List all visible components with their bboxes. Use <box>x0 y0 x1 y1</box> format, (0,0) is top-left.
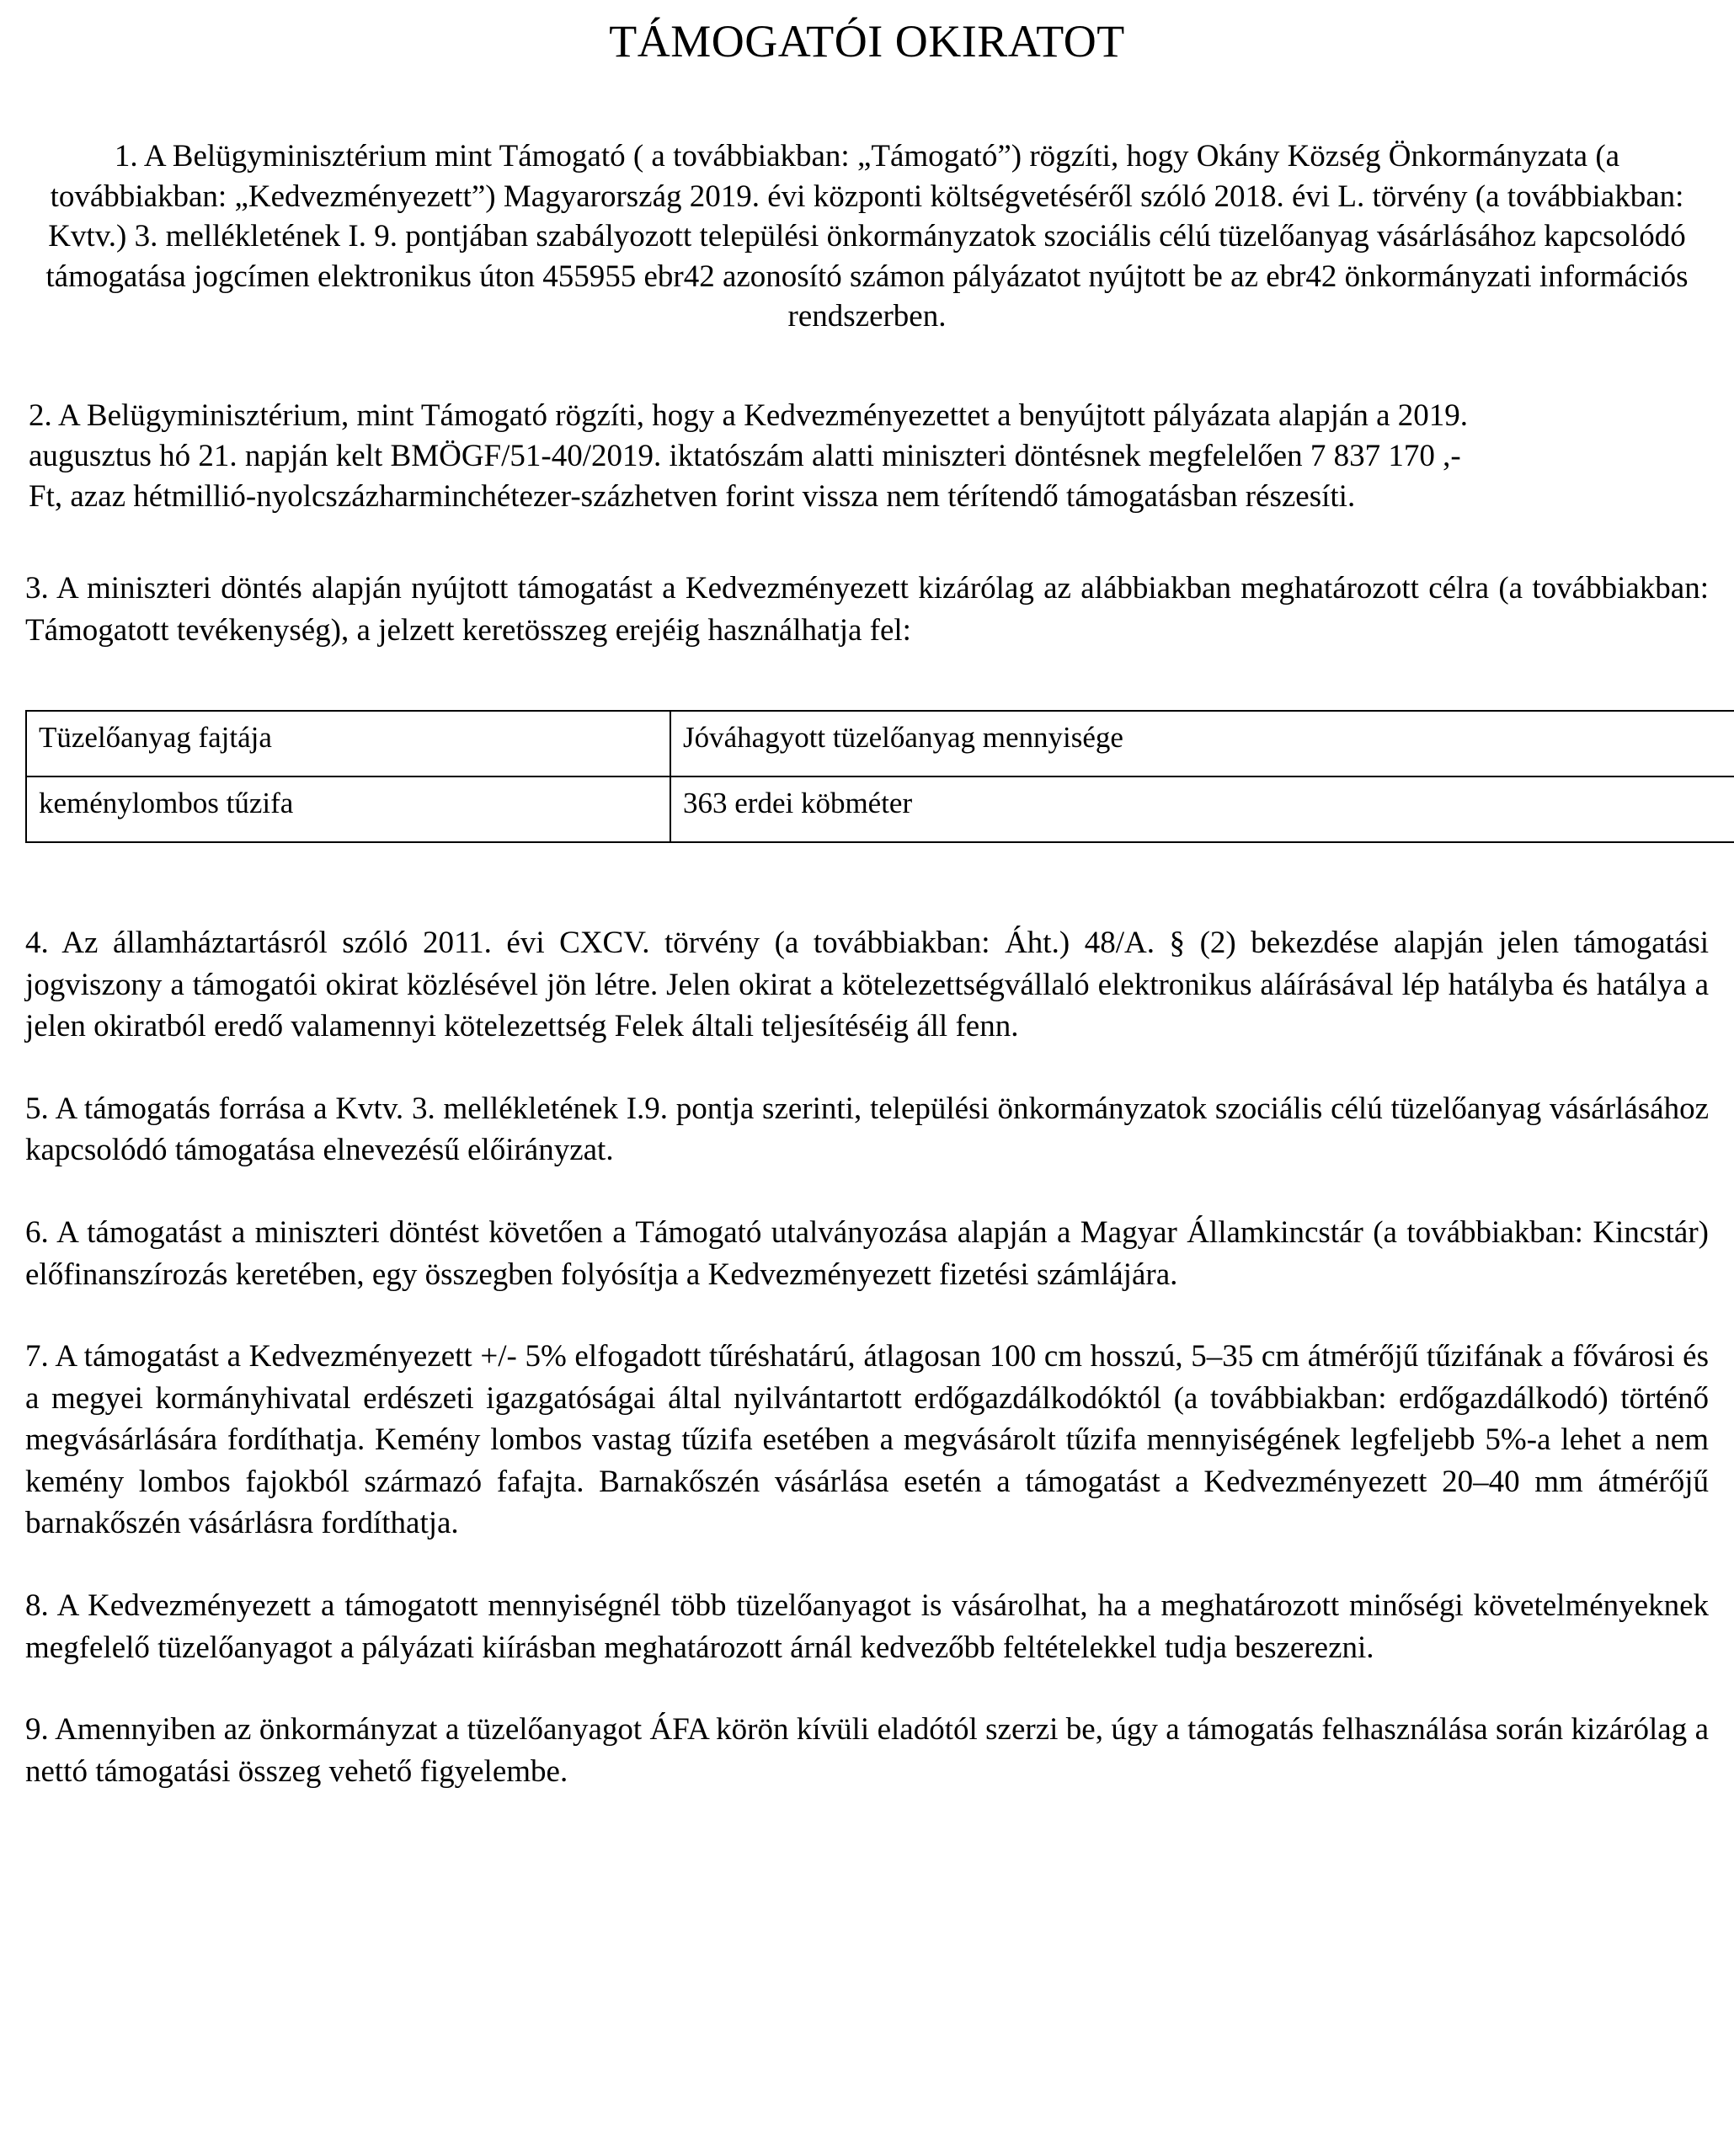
paragraph-2-line-2: augusztus hó 21. napján kelt BMÖGF/51-40/2019. iktatószám alatti miniszteri döntésnek megfelelően 7 837 170 ,- <box>29 438 1461 473</box>
paragraph-2 <box>25 396 1709 517</box>
table-header-fuel-type: Tüzelőanyag fajtája <box>26 711 670 776</box>
spacer-after-paragraph-5 <box>25 1171 1709 1212</box>
paragraph-1: 1. A Belügyminisztérium mint Támogató ( a továbbiakban: „Támogató”) rögzíti, hogy Okány Község Önkormányzata (a továbbiakban: „Kedvezményezett”) Magyarország 2019. évi központi költségvetéséről szóló 2018. évi L. törvény (a továbbiakban: Kvtv.) 3. mellékletének I. 9. pontjában szabályozott települési önkormányzatok szociális célú tüzelőanyag vásárlásához kapcsolódó támogatása jogcímen elektronikus úton 455955 ebr42 azonosító számon pályázatot nyújtott be az ebr42 önkormányzati információs rendszerben. <box>45 139 1689 334</box>
table-header-row <box>26 711 1734 776</box>
spacer-before-table <box>25 651 1709 710</box>
spacer-after-paragraph-6 <box>25 1295 1709 1336</box>
paragraph-2-line-1: 2. A Belügyminisztérium, mint Támogató rögzíti, hogy a Kedvezményezettet a benyújtott pályázata alapján a 2019. <box>29 398 1469 433</box>
spacer-after-table <box>25 843 1709 922</box>
spacer-after-paragraph-1 <box>25 337 1709 396</box>
paragraph-6: 6. A támogatást a miniszteri döntést követően a Támogató utalványozása alapján a Magyar Államkincstár (a továbbiakban: Kincstár) előfinanszírozás keretében, egy összegben folyósítja a Kedvezményezett fizetési számlájára. <box>25 1214 1709 1292</box>
table-cell-fuel-type: keménylombos tűzifa <box>26 776 670 842</box>
page-title: TÁMOGATÓI OKIRATOT <box>609 16 1125 67</box>
spacer-after-title <box>25 64 1709 136</box>
paragraph-2-line-3: Ft, azaz hétmillió-nyolcszázharminchétezer-százhetven forint vissza nem térítendő támogatásban részesíti. <box>29 478 1356 514</box>
spacer-after-paragraph-2 <box>25 517 1709 568</box>
spacer-after-paragraph-8 <box>25 1668 1709 1709</box>
paragraph-8: 8. A Kedvezményezett a támogatott mennyiségnél több tüzelőanyagot is vásárolhat, ha a meghatározott minőségi követelményeknek megfelelő tüzelőanyagot a pályázati kiírásban meghatározott árnál kedvezőbb feltételekkel tudja beszerezni. <box>25 1588 1709 1665</box>
paragraph-3: 3. A miniszteri döntés alapján nyújtott támogatást a Kedvezményezett kizárólag az alábbiakban meghatározott célra (a továbbiakban: Támogatott tevékenység), a jelzett keretösszeg erejéig használhatja fel: <box>25 570 1709 648</box>
paragraph-7: 7. A támogatást a Kedvezményezett +/- 5% elfogadott tűréshatárú, átlagosan 100 cm hosszú, 5–35 cm átmérőjű tűzifának a fővárosi és a megyei kormányhivatal erdészeti igazgatóságai által nyilvántartott erdőgazdálkodóktól (a továbbiakban: erdőgazdálkodó) történő megvásárlására fordíthatja. Kemény lombos vastag tűzifa esetében a megvásárolt tűzifa mennyiségének legfeljebb 5%-a lehet a nem kemény lombos fajokból származó fafajta. Barnakőszén vásárlása esetén a támogatást a Kedvezményezett 20–40 mm átmérőjű barnakőszén vásárlásra fordíthatja. <box>25 1339 1709 1541</box>
paragraph-5: 5. A támogatás forrása a Kvtv. 3. mellékletének I.9. pontja szerinti, települési önkormányzatok szociális célú tüzelőanyag vásárlásához kapcsolódó támogatása elnevezésű előirányzat. <box>25 1091 1709 1168</box>
fuel-allocation-table <box>25 710 1734 843</box>
table-row <box>26 776 1734 842</box>
spacer-after-paragraph-4 <box>25 1048 1709 1088</box>
table-header-approved-quantity: Jóváhagyott tüzelőanyag mennyisége <box>670 711 1734 776</box>
paragraph-9: 9. Amennyiben az önkormányzat a tüzelőanyagot ÁFA körön kívüli eladótól szerzi be, úgy a támogatás felhasználása során kizárólag a nettó támogatási összeg vehető figyelembe. <box>25 1712 1709 1789</box>
spacer-after-paragraph-7 <box>25 1545 1709 1585</box>
paragraph-4: 4. Az államháztartásról szóló 2011. évi CXCV. törvény (a továbbiakban: Áht.) 48/A. § (2) bekezdése alapján jelen támogatási jogviszony a támogatói okirat közlésével jön létre. Jelen okirat a kötelezettségvállaló elektronikus aláírásával lép hatályba és hatálya a jelen okiratból eredő valamennyi kötelezettség Felek általi teljesítéséig áll fenn. <box>25 926 1709 1044</box>
table-cell-approved-quantity: 363 erdei köbméter <box>670 776 1734 842</box>
